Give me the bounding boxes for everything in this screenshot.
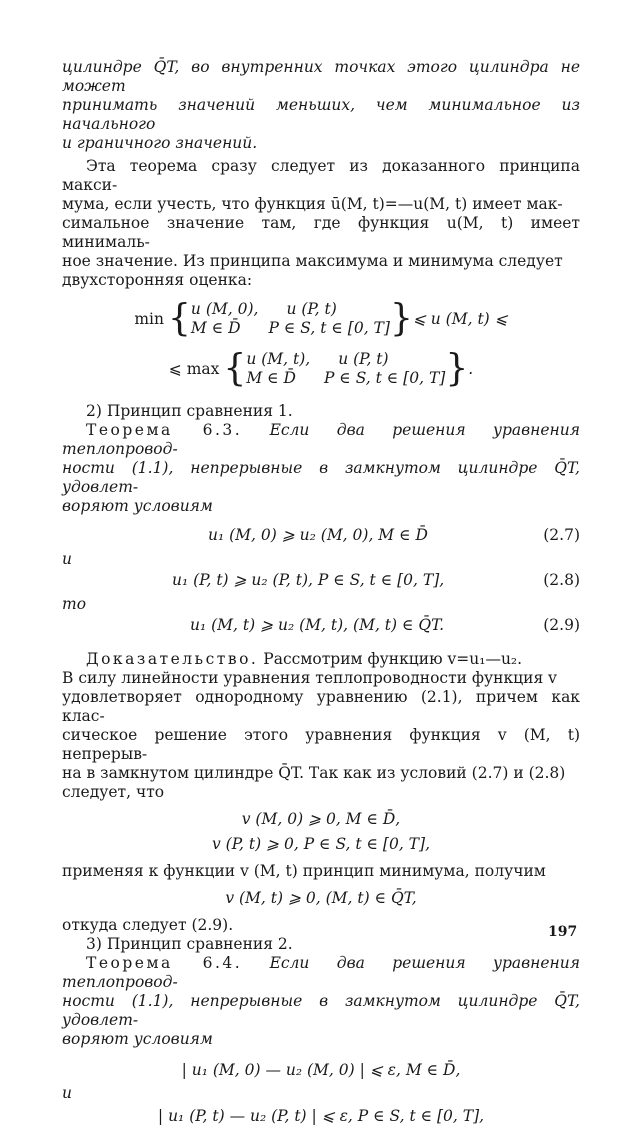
- theorem-6-3-line-1: [62, 421, 580, 459]
- section-3-heading: 3) Принцип сравнения 2.: [86, 935, 293, 953]
- page-number: 197: [548, 924, 578, 940]
- estimate-min: [62, 296, 580, 340]
- left-brace-icon: {: [223, 346, 247, 390]
- max-row1-b: u (P, t): [338, 350, 389, 368]
- intro-line-3: и граничного значений.: [62, 134, 258, 152]
- section-2-heading: 2) Принцип сравнения 1.: [86, 402, 293, 420]
- theorem-6-3-line-2: ности (1.1), непрерывные в замкнутом цилиндре Q̄T, удовлет-: [62, 459, 580, 496]
- eq-2-8-number: (2.8): [543, 571, 580, 589]
- max-row1-a: u (M, t),: [246, 350, 311, 368]
- min-row2-b: P ∈ S, t ∈ [0, T]: [268, 319, 390, 337]
- proof-line-5: на в замкнутом цилиндре Q̄T. Так как из условий (2.7) и (2.8): [62, 764, 566, 782]
- eq-2-7-body: u₁ (M, 0) ⩾ u₂ (M, 0), M ∈ D̄: [208, 526, 428, 544]
- then-word: то: [62, 595, 87, 613]
- right-brace-icon: }: [445, 346, 469, 390]
- section-3-formula-2: | u₁ (P, t) — u₂ (P, t) | ⩽ ε, P ∈ S, t ∈ [0, T],: [157, 1107, 485, 1125]
- min-tail: ⩽ u (M, t) ⩽: [412, 309, 508, 328]
- theorem-6-3-word: Теорема 6.3.: [86, 421, 243, 439]
- page-body: [62, 58, 580, 1126]
- estimate-max: [62, 346, 580, 390]
- theorem-6-4-word: Теорема 6.4.: [86, 954, 243, 972]
- proof-formula-1: v (M, 0) ⩾ 0, M ∈ D̄,: [241, 810, 401, 828]
- proof-word: Доказательство.: [86, 650, 259, 668]
- para-1-line-5: двухсторонняя оценка:: [62, 271, 253, 289]
- section-3-and-word: и: [62, 1084, 72, 1102]
- eq-2-9-number: (2.9): [543, 616, 580, 634]
- proof-line-2: В силу линейности уравнения теплопроводности функция v: [62, 669, 557, 687]
- theorem-6-4-line-1: [62, 954, 580, 992]
- and-word: и: [62, 550, 72, 568]
- eq-2-7-number: (2.7): [543, 526, 580, 544]
- section-3-formula-1: | u₁ (M, 0) — u₂ (M, 0) | ⩽ ε, M ∈ D̄,: [181, 1061, 461, 1079]
- proof-line-6: следует, что: [62, 783, 165, 801]
- proof-line-8: откуда следует (2.9).: [62, 916, 234, 934]
- proof-line-4: сическое решение этого уравнения функция v (M, t) непрерыв-: [62, 726, 580, 763]
- max-row2-b: P ∈ S, t ∈ [0, T]: [323, 369, 446, 387]
- equation-2-9: [62, 614, 580, 638]
- equation-2-8: [62, 569, 580, 593]
- theorem-6-3-line-3: воряют условиям: [62, 497, 213, 515]
- proof-formula-2: v (P, t) ⩾ 0, P ∈ S, t ∈ [0, T],: [211, 835, 430, 853]
- intro-line-1: цилиндре Q̄T, во внутренних точках этого цилиндра не может: [62, 58, 580, 95]
- proof-line-1: [62, 650, 580, 669]
- max-tail: .: [468, 359, 474, 378]
- min-label: min: [134, 309, 164, 328]
- equation-2-7: [62, 524, 580, 548]
- para-1-line-3: симальное значение там, где функция u(M, t) имеет минималь-: [62, 214, 580, 251]
- proof-formula-3: v (M, t) ⩾ 0, (M, t) ∈ Q̄T,: [225, 889, 417, 907]
- min-system: [191, 300, 390, 338]
- eq-2-8-body: u₁ (P, t) ⩾ u₂ (P, t), P ∈ S, t ∈ [0, T],: [172, 571, 445, 589]
- para-1-line-1: Эта теорема сразу следует из доказанного принципа макси-: [62, 157, 580, 194]
- left-brace-icon: {: [168, 296, 191, 340]
- theorem-6-4-text-1: Если два решения уравнения теплопровод-: [62, 954, 580, 991]
- max-system: [246, 350, 445, 388]
- proof-line-3: удовлетворяет однородному уравнению (2.1), причем как клас-: [62, 688, 580, 725]
- intro-line-2: принимать значений меньших, чем минимальное из начального: [62, 96, 580, 133]
- theorem-6-4-line-3: воряют условиям: [62, 1030, 213, 1048]
- proof-line-1-rest: Рассмотрим функцию v=u₁—u₂.: [263, 650, 523, 668]
- right-brace-icon: }: [389, 296, 413, 340]
- eq-2-9-body: u₁ (M, t) ⩾ u₂ (M, t), (M, t) ∈ Q̄T.: [190, 616, 445, 634]
- max-row2-a: M ∈ D̄: [246, 369, 296, 387]
- theorem-6-4-line-2: ности (1.1), непрерывные в замкнутом цилиндре Q̄T, удовлет-: [62, 992, 580, 1029]
- min-row2-a: M ∈ D̄: [190, 319, 241, 337]
- max-head: ⩽ max: [168, 359, 220, 378]
- min-row1-a: u (M, 0),: [190, 300, 259, 318]
- min-row1-b: u (P, t): [286, 300, 337, 318]
- proof-line-7: применяя к функции v (M, t) принцип минимума, получим: [62, 862, 546, 880]
- para-1-line-4: ное значение. Из принципа максимума и минимума следует: [62, 252, 563, 270]
- para-1-line-2: мума, если учесть, что функция ū(M, t)=—u(M, t) имеет мак-: [62, 195, 563, 213]
- theorem-6-3-text-1: Если два решения уравнения теплопровод-: [62, 421, 580, 458]
